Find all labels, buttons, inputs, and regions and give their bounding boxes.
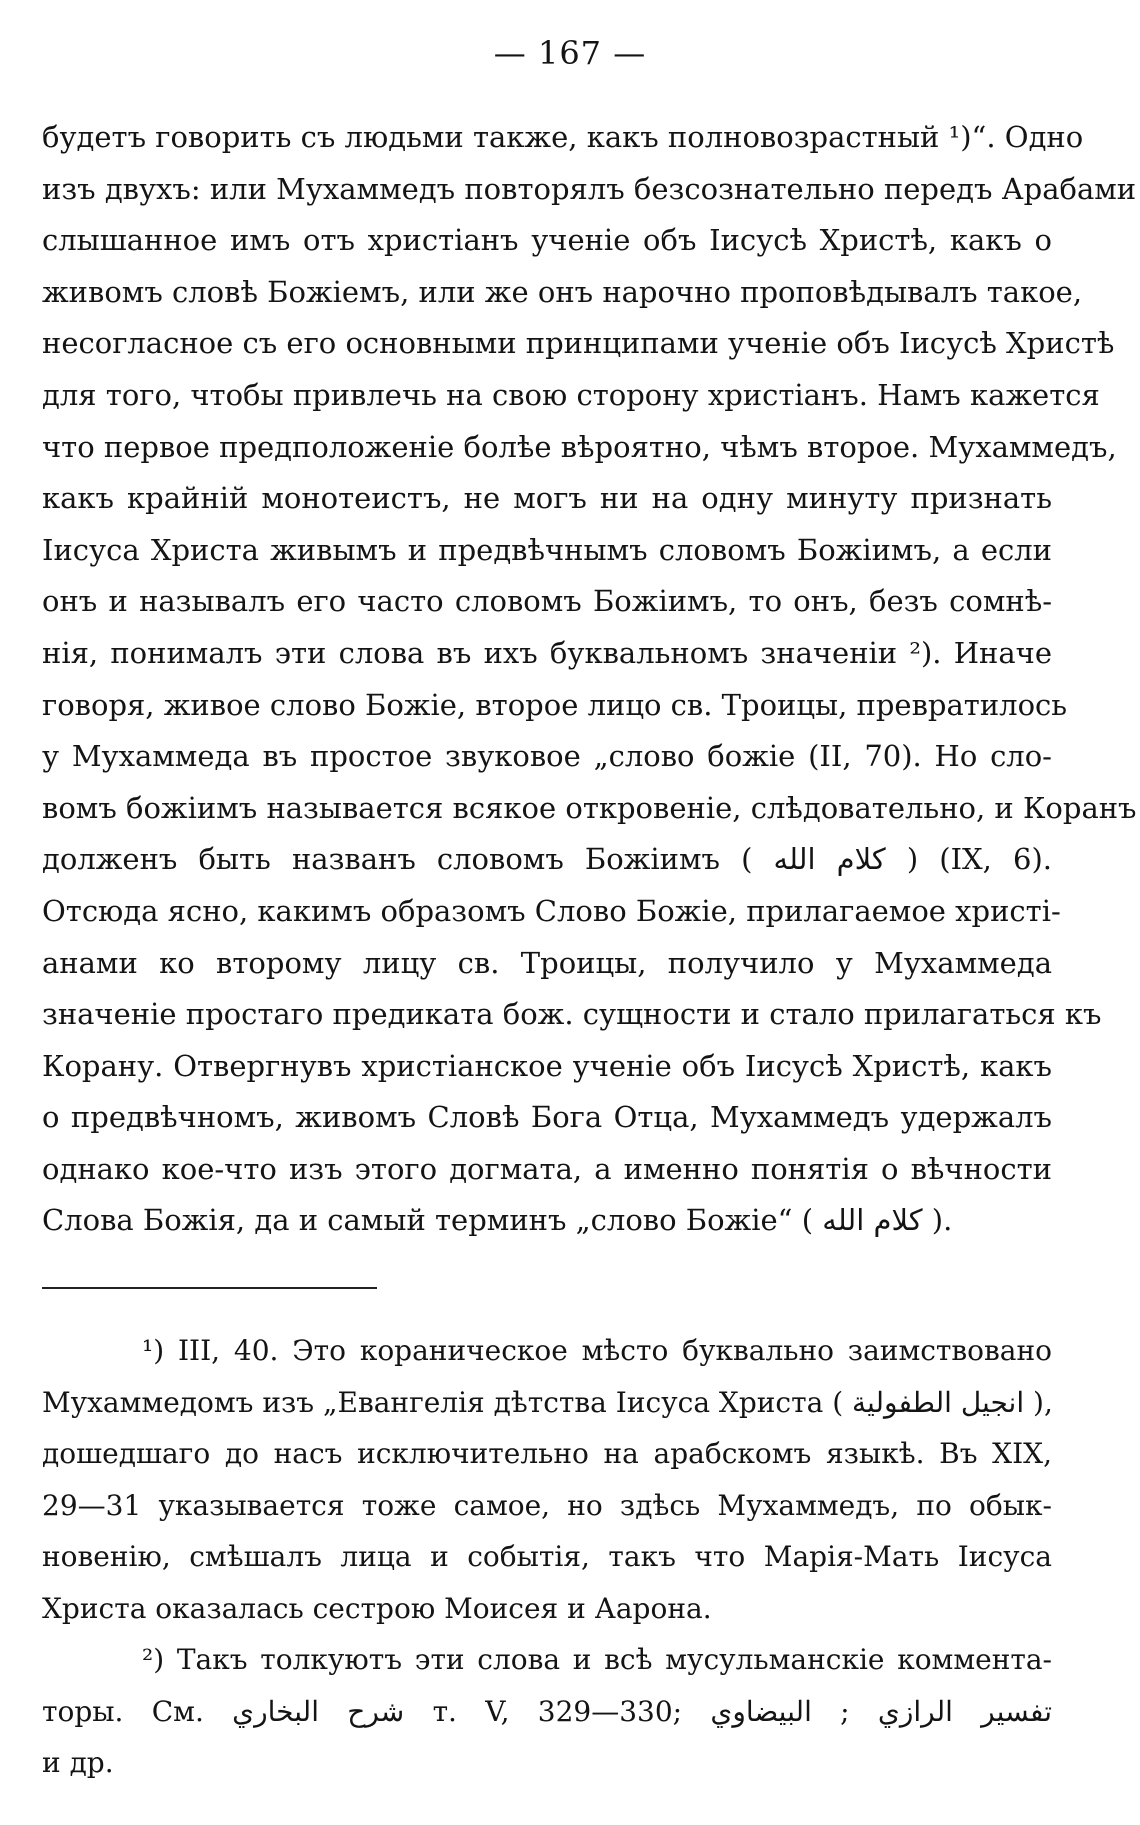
body-line: о предвѣчномъ, живомъ Словѣ Бога Отца, Мухаммедъ удержалъ	[42, 1100, 1052, 1135]
footnote-divider	[42, 1287, 377, 1289]
body-line: Іисуса Христа живымъ и предвѣчнымъ словомъ Божіимъ, а если	[42, 532, 1052, 567]
body-line: будетъ говорить съ людьми также, какъ полновозрастный ¹)“. Одно	[42, 120, 1084, 154]
footnote-1-line: 29—31 указывается тоже самое, но здѣсь Мухаммедъ, по обык-	[42, 1488, 1052, 1522]
body-line: живомъ словѣ Божіемъ, или же онъ нарочно проповѣдывалъ такое,	[42, 274, 1083, 309]
body-line: анами ко второму лицу св. Троицы, получило у Мухаммеда	[42, 945, 1052, 980]
body-line: изъ двухъ: или Мухаммедъ повторялъ безсознательно передъ Арабами	[42, 171, 1137, 206]
body-line: долженъ быть названъ словомъ Божіимъ ( كلام الله ) (IX, 6).	[42, 842, 1052, 877]
main-body-text	[42, 112, 1137, 1247]
body-line: какъ крайній монотеистъ, не могъ ни на одну минуту признать	[42, 481, 1052, 516]
footnotes	[42, 1325, 1052, 1789]
body-line: онъ и называлъ его часто словомъ Божіимъ, то онъ, безъ сомнѣ-	[42, 584, 1052, 619]
body-line: значеніе простаго предиката бож. сущности и стало прилагаться къ	[42, 997, 1102, 1032]
body-line: Корану. Отвергнувъ христіанское ученіе объ Іисусѣ Христѣ, какъ	[42, 1048, 1052, 1083]
footnote-1-line: Христа оказалась сестрою Моисея и Аарона.	[42, 1591, 712, 1625]
body-line: слышанное имъ отъ христіанъ ученіе объ Іисусѣ Христѣ, какъ о	[42, 223, 1052, 258]
footnote-2-line: торы. См. شرح البخاري т. V, 329—330; تفسير الرازي ; البيضاوي	[42, 1694, 1053, 1728]
body-line: нія, понималъ эти слова въ ихъ буквальномъ значеніи ²). Иначе	[42, 635, 1052, 670]
body-line: однако кое-что изъ этого догмата, а именно понятія о вѣчности	[42, 1151, 1052, 1186]
body-line: вомъ божіимъ называется всякое откровеніе, слѣдовательно, и Коранъ	[42, 790, 1137, 825]
body-line: несогласное съ его основными принципами ученіе объ Іисусѣ Христѣ	[42, 326, 1115, 361]
page-number: — 167 —	[493, 34, 647, 72]
body-line: Отсюда ясно, какимъ образомъ Слово Божіе, прилагаемое христі-	[42, 893, 1061, 928]
body-line: для того, чтобы привлечь на свою сторону христіанъ. Намъ кажется	[42, 377, 1100, 412]
body-line-last: Слова Божія, да и самый терминъ „слово Божіе“ ( كلام الله ).	[42, 1203, 953, 1238]
body-line: что первое предположеніе болѣе вѣроятно, чѣмъ второе. Мухаммедъ,	[42, 429, 1117, 464]
footnote-1-line: Мухаммедомъ изъ „Евангелія дѣтства Іисуса Христа ( انجيل الطفولية ),	[42, 1385, 1053, 1419]
body-line: говоря, живое слово Божіе, второе лицо св. Троицы, превратилось	[42, 687, 1068, 722]
footnote-2-line: и др.	[42, 1746, 114, 1779]
body-line: у Мухаммеда въ простое звуковое „слово божіе (II, 70). Но сло-	[42, 739, 1052, 774]
footnote-2-line: ²) Такъ толкуютъ эти слова и всѣ мусульманскіе коммента-	[142, 1643, 1052, 1676]
footnote-1-line: дошедшаго до насъ исключительно на арабскомъ языкѣ. Въ XIX,	[42, 1437, 1052, 1470]
footnote-1-line: новенію, смѣшалъ лица и событія, такъ что Марія-Мать Іисуса	[42, 1540, 1052, 1573]
footnote-1-line: ¹) III, 40. Это кораническое мѣсто буквально заимствовано	[142, 1334, 1052, 1367]
